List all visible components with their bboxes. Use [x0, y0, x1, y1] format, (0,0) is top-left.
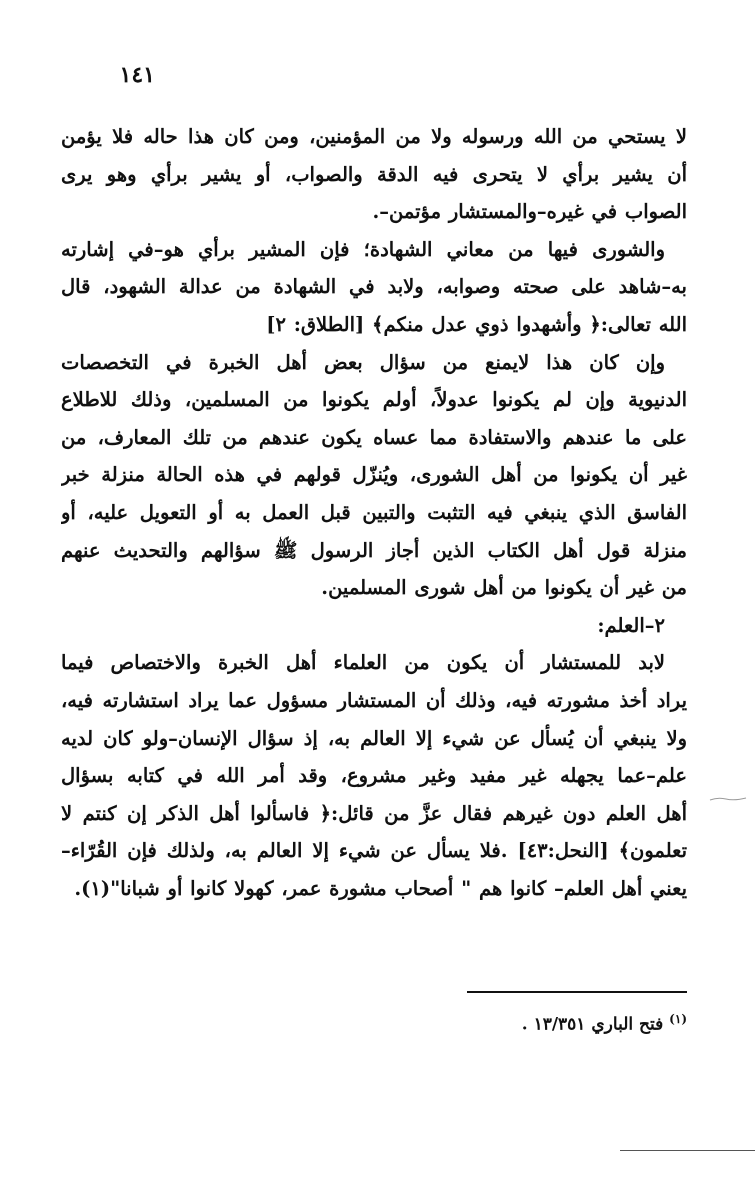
pencil-margin-mark	[708, 794, 748, 804]
text-line: ولا ينبغي أن يُسأل عن شيء إلا العالم به، إذ سؤال الإنسان–ولو كان لديه	[61, 726, 687, 750]
text-line: تعلمون﴾ [النحل:٤٣] .فلا يسأل عن شيء إلا العالم به، ولذلك فإن القُرّاء–	[61, 839, 687, 863]
page-number: ١٤١	[119, 62, 155, 88]
text-line: لابد للمستشار أن يكون من العلماء أهل الخبرة والاختصاص فيما	[61, 651, 665, 675]
text-line: والشورى فيها من معاني الشهادة؛ فإن المشير برأي هو–في إشارته	[61, 237, 665, 261]
text-line: لا يستحي من الله ورسوله ولا من المؤمنين، ومن كان هذا حاله فلا يؤمن	[61, 125, 687, 148]
text-line: علم–عما يجهله غير مفيد وغير مشروع، وقد أمر الله في كتابه بسؤال	[61, 764, 687, 788]
text-line: الله تعالى:﴿ وأشهدوا ذوي عدل منكم﴾ [الطلاق: ٢]	[266, 312, 687, 336]
text-line: على ما عندهم والاستفادة مما عساه يكون عندهم من تلك المعارف، من	[61, 425, 687, 449]
body-text	[61, 118, 687, 907]
footnote-divider	[467, 991, 687, 993]
text-line: يعني أهل العلم– كانوا هم " أصحاب مشورة عمر، كهولا كانوا أو شبانا"(١).	[74, 876, 687, 900]
text-line: غير أن يكونوا من أهل الشورى، ويُنزّل قولهم في هذه الحالة منزلة خبر	[61, 463, 687, 487]
text-line: به–شاهد على صحته وصوابه، ولابد في الشهادة من عدالة الشهود، قال	[61, 275, 687, 299]
text-line: الصواب في غيره–والمستشار مؤتمن–.	[372, 200, 687, 224]
text-line: وإن كان هذا لايمنع من سؤال بعض أهل الخبرة في التخصصات	[61, 350, 665, 374]
footnote-text: فتح الباري ١٣/٣٥١ .	[521, 1014, 664, 1035]
footnote	[287, 1012, 687, 1035]
text-line: أن يشير برأي لا يتحرى فيه الدقة والصواب، أو يشير برأي وهو يرى	[61, 162, 687, 186]
section-heading: ٢–العلم:	[597, 613, 665, 637]
text-line: يراد أخذ مشورته فيه، وذلك أن المستشار مسؤول عما يراد استشارته فيه،	[61, 688, 687, 712]
text-line: الدنيوية وإن لم يكونوا عدولاً، أولم يكونوا من المسلمين، وذلك للاطلاع	[61, 388, 687, 412]
scan-edge-line	[620, 1150, 755, 1151]
text-line: الفاسق الذي ينبغي فيه التثبت والتبين قبل العمل به أو التعويل عليه، أو	[61, 500, 687, 524]
text-line: أهل العلم دون غيرهم فقال عزَّ من قائل:﴿ فاسألوا أهل الذكر إن كنتم لا	[61, 801, 687, 825]
text-line: منزلة قول أهل الكتاب الذين أجاز الرسول ﷺ سؤالهم والتحديث عنهم	[61, 538, 687, 562]
footnote-marker: (١)	[669, 1012, 687, 1026]
text-line: من غير أن يكونوا من أهل شورى المسلمين.	[321, 576, 687, 600]
